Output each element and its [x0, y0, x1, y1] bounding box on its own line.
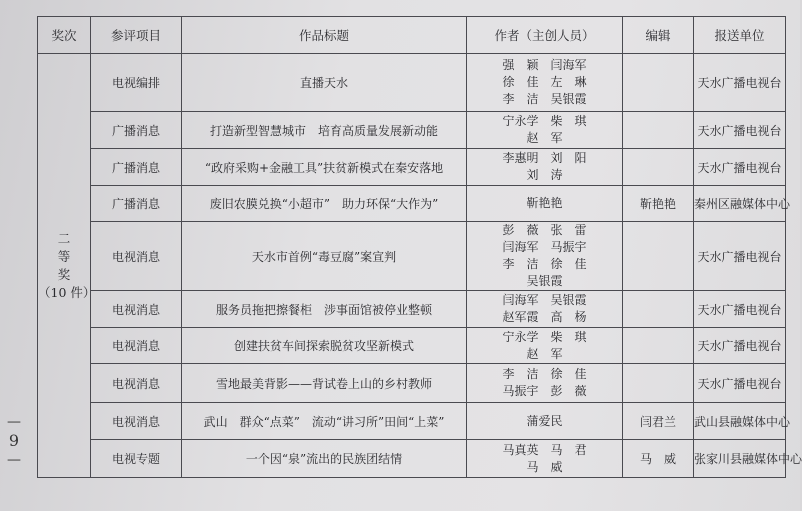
table-row	[38, 364, 786, 403]
table-row	[38, 222, 786, 291]
table-row	[38, 54, 786, 112]
project-cell: 电视专题	[91, 440, 182, 478]
unit-cell: 天水广播电视台	[694, 149, 786, 186]
project-cell: 电视消息	[91, 222, 182, 291]
author-line: 李 洁 徐 佳	[502, 367, 587, 381]
table-row	[38, 440, 786, 478]
header-unit: 报送单位	[694, 17, 786, 54]
unit-cell: 天水广播电视台	[694, 328, 786, 364]
authors-list	[467, 113, 622, 147]
unit-cell: 天水广播电视台	[694, 222, 786, 291]
author-line: 马振宇 彭 薇	[502, 384, 587, 398]
title-cell: “政府采购+金融工具”扶贫新模式在秦安落地	[182, 149, 467, 186]
award-level-char: 等	[57, 248, 71, 264]
table-row	[38, 403, 786, 440]
page-number: — 9 —	[7, 414, 21, 468]
table-header-row	[38, 17, 786, 54]
authors-list	[467, 292, 622, 326]
authors-cell	[467, 54, 623, 112]
award-level-cell	[38, 54, 96, 478]
project-cell: 电视编排	[91, 54, 182, 112]
authors-cell	[467, 222, 623, 291]
table-row	[38, 328, 786, 364]
editor-cell	[623, 112, 694, 149]
table-row	[38, 112, 786, 149]
project-cell: 广播消息	[91, 186, 182, 222]
project-cell: 广播消息	[91, 149, 182, 186]
editor-cell	[623, 291, 694, 328]
award-level-char: 二	[57, 230, 71, 246]
authors-list	[467, 329, 622, 363]
title-cell: 创建扶贫车间探索脱贫攻坚新模式	[182, 328, 467, 364]
awards-table	[37, 16, 802, 478]
authors-cell	[467, 149, 623, 186]
project-cell: 电视消息	[91, 291, 182, 328]
editor-cell	[623, 149, 694, 186]
author-line: 蒲爱民	[526, 413, 563, 428]
author-line: 李 洁 徐 佳	[502, 257, 587, 271]
table-row	[38, 291, 786, 328]
editor-cell: 马 威	[623, 440, 694, 478]
author-line: 宁永学 柴 琪	[502, 329, 587, 344]
editor-cell: 靳艳艳	[623, 186, 694, 222]
unit-cell: 天水广播电视台	[694, 364, 786, 403]
author-line: 靳艳艳	[526, 196, 563, 210]
title-cell: 雪地最美背影——背试卷上山的乡村教师	[182, 364, 467, 403]
authors-list	[467, 57, 622, 108]
author-line: 彭 薇 张 雷	[502, 223, 587, 237]
title-cell: 服务员拖把擦餐柜 涉事面馆被停业整顿	[182, 291, 467, 328]
author-line: 赵 军	[526, 131, 563, 145]
author-line: 宁永学 柴 琪	[502, 114, 587, 128]
table-row	[38, 149, 786, 186]
author-line: 李惠明 刘 阳	[502, 151, 587, 165]
authors-list	[467, 195, 622, 212]
authors-cell	[467, 186, 623, 222]
author-line: 赵 军	[526, 346, 563, 361]
unit-cell: 秦州区融媒体中心	[694, 186, 786, 222]
authors-cell	[467, 364, 623, 403]
authors-cell	[467, 112, 623, 149]
title-cell: 天水市首例“毒豆腐”案宣判	[182, 222, 467, 291]
project-cell: 电视消息	[91, 364, 182, 403]
header-award: 奖次	[38, 17, 91, 54]
author-line: 刘 涛	[526, 168, 563, 182]
title-cell: 武山 群众“点菜” 流动“讲习所”田间“上菜”	[182, 403, 467, 440]
author-line: 马真英 马 君	[502, 442, 587, 457]
editor-cell	[623, 54, 694, 112]
author-line: 赵军霞 高 杨	[502, 310, 587, 324]
authors-list	[467, 413, 622, 430]
unit-cell: 天水广播电视台	[694, 291, 786, 328]
title-cell: 一个因“泉”流出的民族团结情	[182, 440, 467, 478]
title-cell: 废旧农膜兑换“小超市” 助力环保“大作为”	[182, 186, 467, 222]
authors-cell	[467, 291, 623, 328]
author-line: 徐 佳 左 琳	[502, 75, 587, 89]
award-count: （10 件）	[38, 284, 96, 300]
title-cell: 直播天水	[182, 54, 467, 112]
unit-cell: 天水广播电视台	[694, 112, 786, 149]
project-cell: 电视消息	[91, 403, 182, 440]
author-line: 李 洁 吴银霞	[502, 92, 587, 106]
authors-list	[467, 222, 622, 290]
project-cell: 广播消息	[91, 112, 182, 149]
header-authors: 作者（主创人员）	[467, 17, 623, 54]
header-editor: 编辑	[623, 17, 694, 54]
unit-cell: 张家川县融媒体中心	[694, 440, 786, 478]
unit-cell: 天水广播电视台	[694, 54, 786, 112]
authors-list	[467, 442, 622, 476]
table-row	[38, 186, 786, 222]
authors-cell	[467, 328, 623, 364]
award-level-char: 奖	[57, 266, 71, 282]
project-cell: 电视消息	[91, 328, 182, 364]
authors-list	[467, 366, 622, 400]
editor-cell	[623, 364, 694, 403]
author-line: 闫海军 马振宇	[502, 240, 587, 254]
header-project: 参评项目	[91, 17, 182, 54]
editor-cell: 闫君兰	[623, 403, 694, 440]
author-line: 强 颖 闫海军	[502, 58, 587, 72]
title-cell: 打造新型智慧城市 培育高质量发展新动能	[182, 112, 467, 149]
editor-cell	[623, 222, 694, 291]
authors-list	[467, 150, 622, 184]
authors-cell	[467, 403, 623, 440]
header-title: 作品标题	[182, 17, 467, 54]
author-line: 马 威	[526, 459, 563, 474]
author-line: 闫海军 吴银霞	[502, 293, 587, 307]
editor-cell	[623, 328, 694, 364]
authors-cell	[467, 440, 623, 478]
author-line: 吴银霞	[526, 274, 563, 288]
unit-cell: 武山县融媒体中心	[694, 403, 786, 440]
